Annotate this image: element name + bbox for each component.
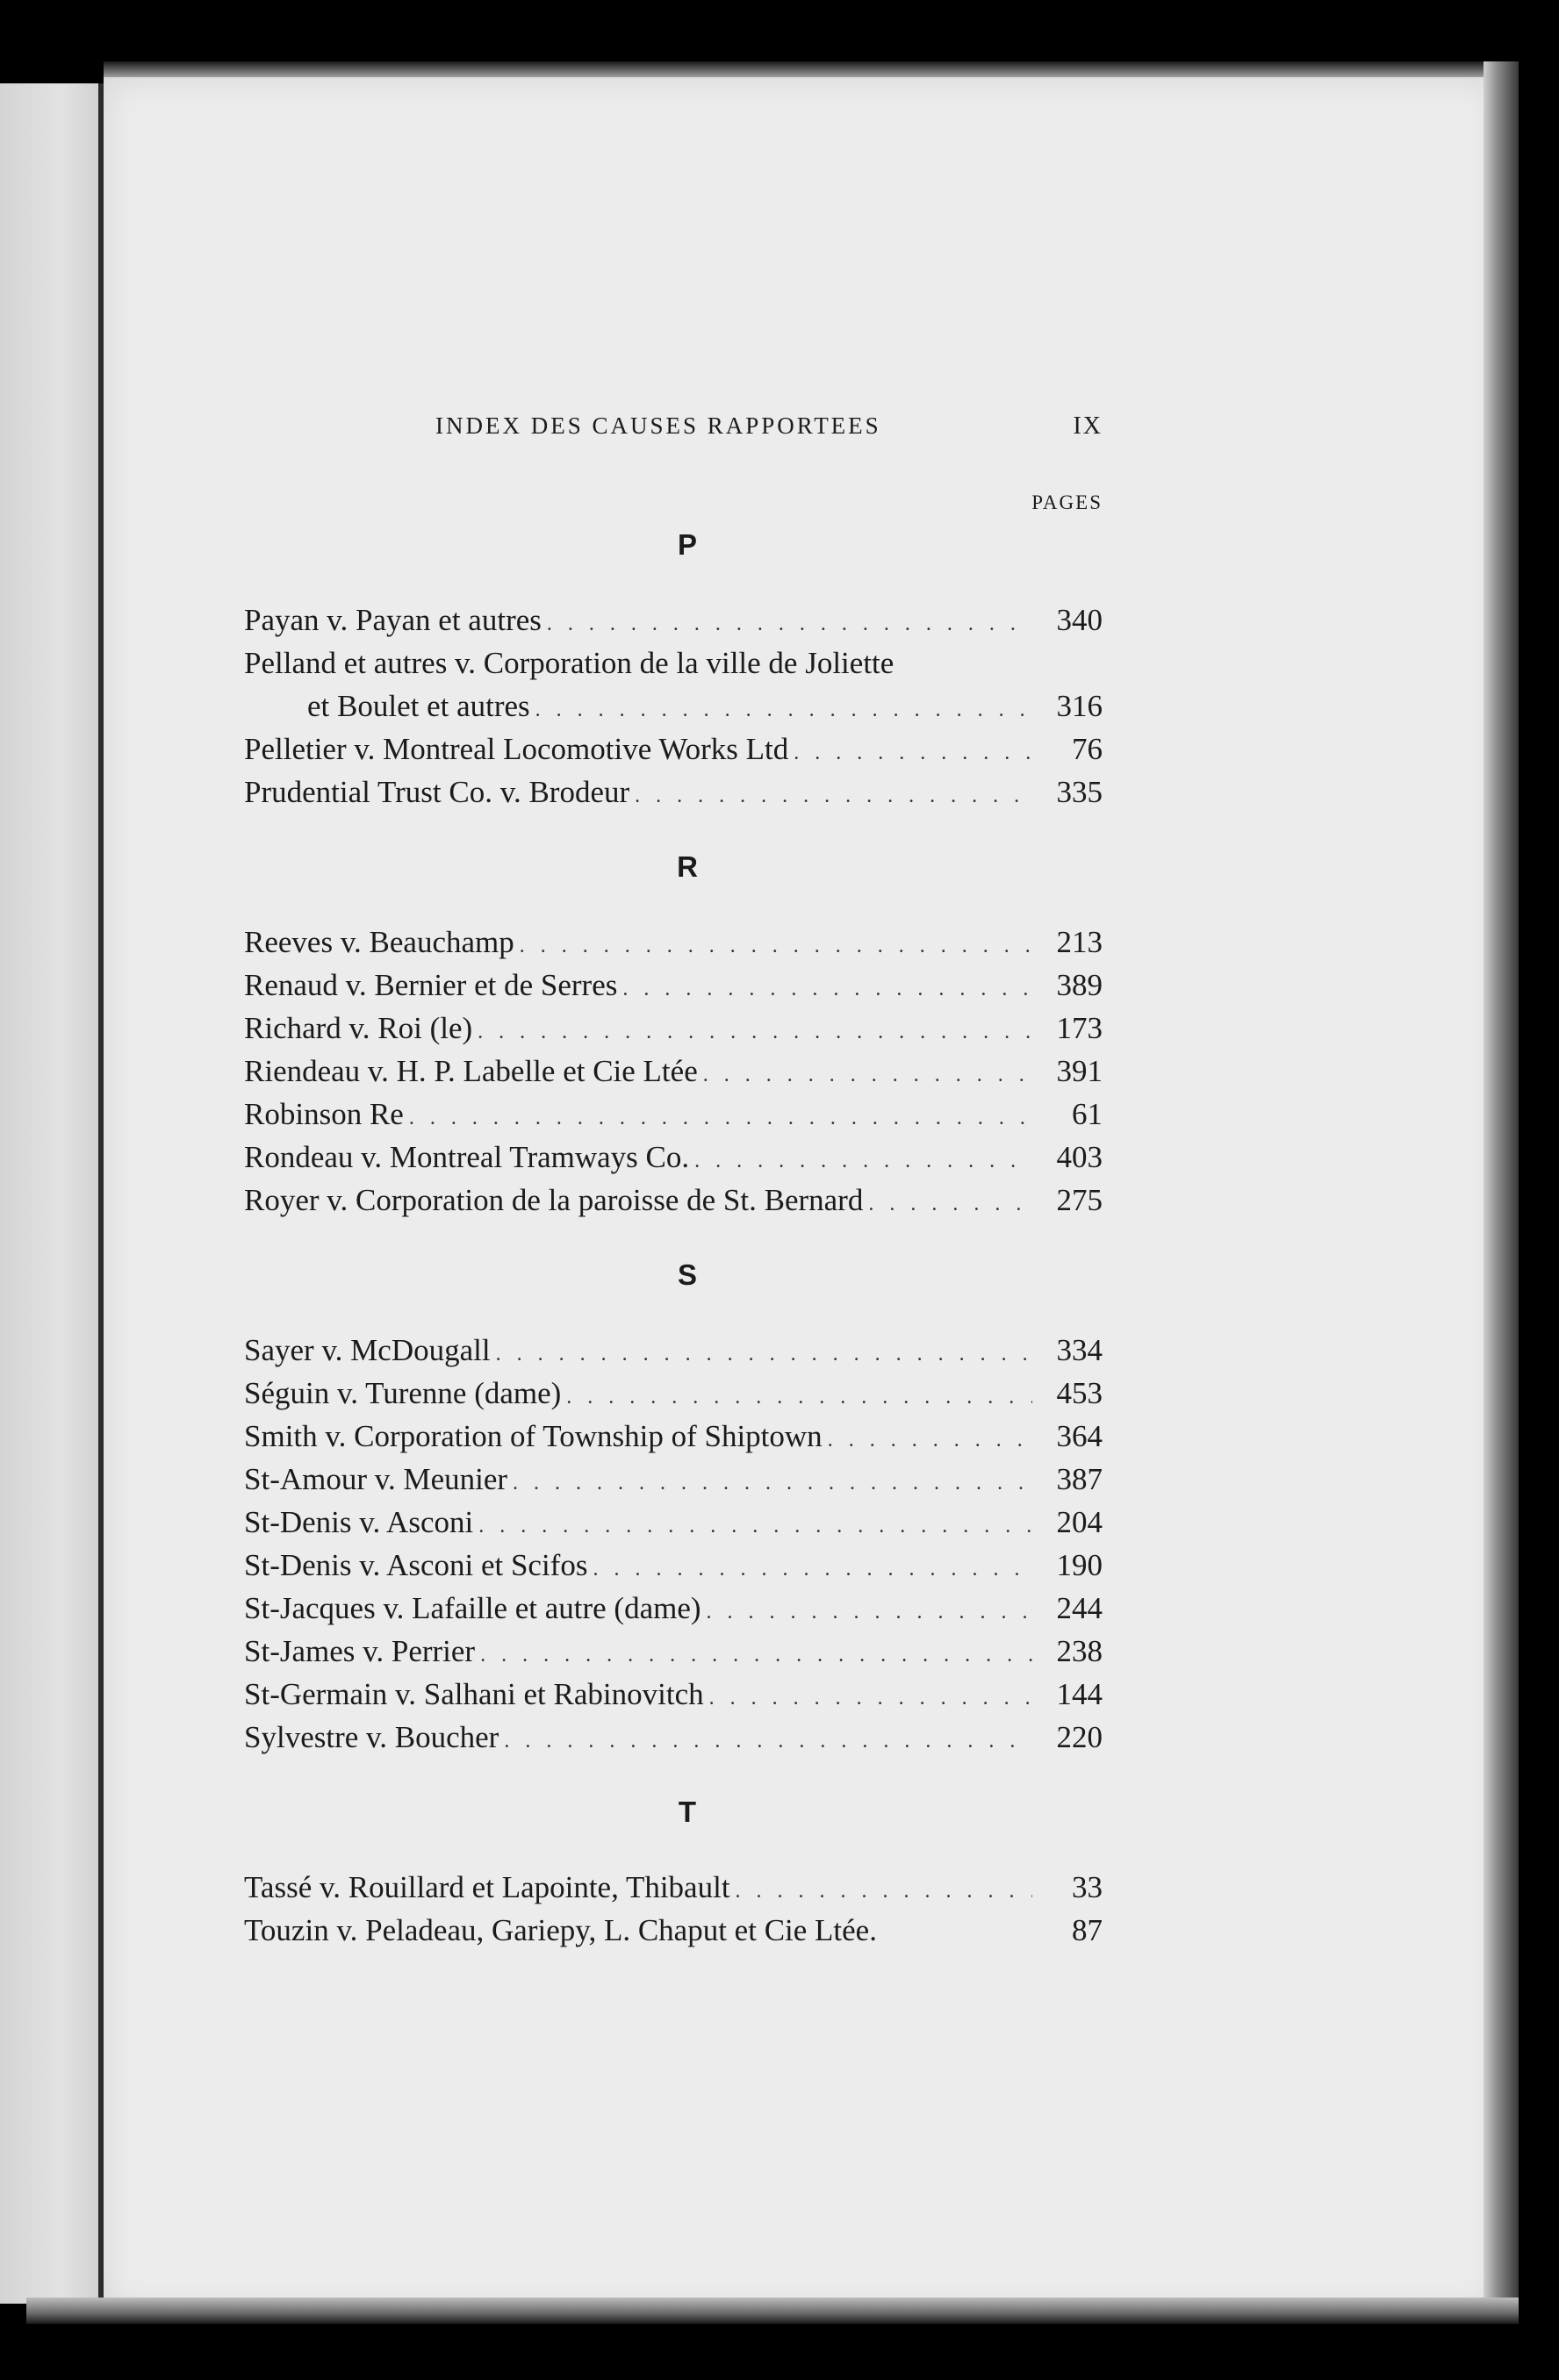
section-letter: S: [677, 1258, 697, 1291]
case-name: Touzin v. Peladeau, Gariepy, L. Chaput et Cie Ltée.: [244, 1913, 877, 1947]
dot-leader: [504, 1720, 1032, 1763]
case-name: et Boulet et autres: [307, 689, 530, 723]
case-name: Renaud v. Bernier et de Serres: [244, 968, 618, 1002]
index-entry: [244, 1501, 1103, 1544]
index-entry: [244, 964, 1103, 1007]
page-bottom-edge: [26, 2298, 1519, 2324]
dot-leader: [409, 1097, 1032, 1140]
index-entry: [244, 1716, 1103, 1759]
dot-leader: [593, 1548, 1032, 1591]
index-entry: [244, 1909, 1103, 1952]
facing-page-edge: [0, 83, 104, 2304]
case-name: Richard v. Roi (le): [244, 1011, 473, 1045]
dot-leader: [707, 1591, 1032, 1634]
case-name: Reeves v. Beauchamp: [244, 925, 514, 959]
entry-list: [244, 599, 1103, 814]
dot-leader: [478, 1505, 1032, 1548]
index-entry: [244, 1587, 1103, 1630]
case-name: Rondeau v. Montreal Tramways Co.: [244, 1140, 690, 1174]
index-entry: [244, 1372, 1103, 1415]
case-name: St-Jacques v. Lafaille et autre (dame): [244, 1591, 701, 1625]
section-letter: P: [677, 528, 697, 561]
index-entry: [244, 1866, 1103, 1909]
entry-list: [244, 921, 1103, 1222]
case-name: Payan v. Payan et autres: [244, 603, 542, 637]
case-name: Sayer v. McDougall: [244, 1333, 491, 1367]
index-entry: [244, 1050, 1103, 1093]
case-name: Sylvestre v. Boucher: [244, 1720, 499, 1754]
page-number: 204: [1056, 1505, 1103, 1539]
page-number: 238: [1056, 1634, 1103, 1668]
page-number: 244: [1056, 1591, 1103, 1625]
case-name: St-James v. Perrier: [244, 1634, 476, 1668]
index-entry: [244, 1415, 1103, 1458]
page-number: 33: [1072, 1870, 1103, 1904]
dot-leader: [513, 1462, 1032, 1505]
index-entry: [244, 1630, 1103, 1673]
section-letter: R: [677, 850, 698, 883]
page-number: 364: [1056, 1419, 1103, 1453]
case-name: St-Denis v. Asconi et Scifos: [244, 1548, 588, 1582]
dot-leader: [478, 1011, 1032, 1054]
index-entry: [244, 1136, 1103, 1179]
case-name: Royer v. Corporation de la paroisse de St. Bernard: [244, 1183, 864, 1217]
case-name: St-Germain v. Salhani et Rabinovitch: [244, 1677, 704, 1711]
page-folio: IX: [1073, 412, 1103, 440]
index-entry: [244, 599, 1103, 642]
dot-leader: [535, 689, 1032, 732]
index-section-p: [244, 523, 1103, 814]
page-number: 403: [1056, 1140, 1103, 1174]
entry-list: [244, 1329, 1103, 1759]
index-entry: [244, 1544, 1103, 1587]
dot-leader: [547, 603, 1032, 646]
page-number: 213: [1056, 925, 1103, 959]
index-entry: [244, 1093, 1103, 1136]
case-name: Robinson Re: [244, 1097, 404, 1131]
index-content: [244, 412, 1103, 1952]
dot-leader: [520, 925, 1032, 968]
case-name: St-Denis v. Asconi: [244, 1505, 474, 1539]
dot-leader: [703, 1054, 1032, 1097]
index-section-s: [244, 1253, 1103, 1759]
index-entry: [244, 921, 1103, 964]
dot-leader: [828, 1419, 1032, 1462]
dot-leader: [794, 732, 1032, 775]
case-name: Smith v. Corporation of Township of Shiptown: [244, 1419, 823, 1453]
index-entry: [244, 1329, 1103, 1372]
index-entry-continuation: [244, 685, 1103, 728]
dot-leader: [709, 1677, 1032, 1720]
index-entry: [244, 1007, 1103, 1050]
index-entry: [244, 642, 1096, 685]
page-number: 173: [1056, 1011, 1103, 1045]
index-entry: [244, 1458, 1103, 1501]
dot-leader: [566, 1376, 1032, 1419]
dot-leader: [480, 1634, 1032, 1677]
page-number: 61: [1072, 1097, 1103, 1131]
index-entry: [244, 1673, 1103, 1716]
index-entry: [244, 1179, 1103, 1222]
dot-leader: [694, 1140, 1032, 1183]
page-right-edge: [1484, 61, 1519, 2317]
page-number: 144: [1056, 1677, 1103, 1711]
case-name: Séguin v. Turenne (dame): [244, 1376, 562, 1410]
page-number: 453: [1056, 1376, 1103, 1410]
page-number: 387: [1056, 1462, 1103, 1496]
case-name: Pelland et autres v. Corporation de la ville de Joliette: [244, 646, 894, 680]
dot-leader: [736, 1870, 1032, 1913]
page-number: 76: [1072, 732, 1103, 766]
page-number: 220: [1056, 1720, 1103, 1754]
page-number: 87: [1072, 1913, 1103, 1947]
pages-column-label: PAGES: [1031, 491, 1103, 513]
page-number: 335: [1056, 775, 1103, 809]
running-title: INDEX DES CAUSES RAPPORTEES: [435, 412, 881, 439]
running-head: [244, 412, 1103, 448]
dot-leader: [622, 968, 1032, 1011]
case-name: Prudential Trust Co. v. Brodeur: [244, 775, 630, 809]
dot-leader: [496, 1333, 1032, 1376]
case-name: St-Amour v. Meunier: [244, 1462, 508, 1496]
entry-list: [244, 1866, 1103, 1952]
case-name: Riendeau v. H. P. Labelle et Cie Ltée: [244, 1054, 698, 1088]
section-letter: T: [678, 1796, 697, 1828]
page-number: 340: [1056, 603, 1103, 637]
page-number: 190: [1056, 1548, 1103, 1582]
page-number: 389: [1056, 968, 1103, 1002]
index-entry: [244, 771, 1103, 814]
page-number: 334: [1056, 1333, 1103, 1367]
page-number: 391: [1056, 1054, 1103, 1088]
page-number: 275: [1056, 1183, 1103, 1217]
dot-leader: [868, 1183, 1032, 1226]
index-section-t: [244, 1790, 1103, 1952]
index-entry: [244, 728, 1103, 771]
page-number: 316: [1056, 689, 1103, 723]
index-section-r: [244, 845, 1103, 1222]
case-name: Tassé v. Rouillard et Lapointe, Thibault: [244, 1870, 730, 1904]
dot-leader: [635, 775, 1032, 818]
case-name: Pelletier v. Montreal Locomotive Works Ltd: [244, 732, 789, 766]
